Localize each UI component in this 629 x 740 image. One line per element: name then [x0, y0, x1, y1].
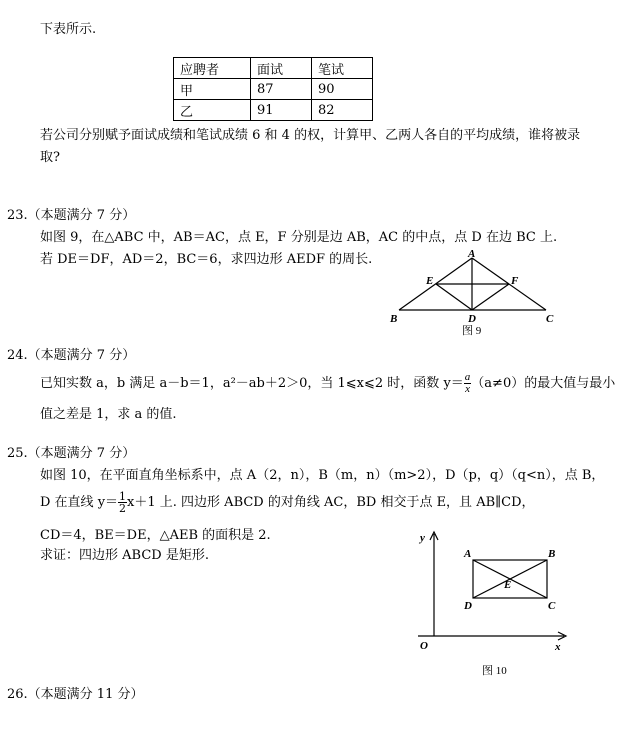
figure-9	[386, 247, 566, 337]
table-header-cell: 笔试	[312, 58, 373, 79]
label-b: B	[548, 548, 556, 560]
label-c: C	[548, 600, 556, 612]
table-cell: 甲	[174, 79, 251, 100]
table-row	[174, 100, 373, 121]
q25-line4: 求证：四边形 ABCD 是矩形.	[40, 548, 209, 563]
segment-fd	[472, 284, 509, 310]
q23-header: 23.（本题满分 7 分）	[7, 208, 136, 223]
q25-line2-a: D 在直线 y＝	[40, 495, 119, 510]
q25-line2-b: x＋1 上. 四边形 ABCD 的对角线 AC，BD 相交于点 E，且 AB∥CD，	[127, 495, 535, 510]
label-c: C	[546, 313, 554, 325]
q24-frac-num: a	[464, 371, 471, 383]
q24-line1	[40, 372, 615, 395]
label-a: A	[468, 248, 476, 260]
table-row	[174, 79, 373, 100]
table-cell: 乙	[174, 100, 251, 121]
table-cell: 82	[312, 100, 373, 121]
table-header-row	[174, 58, 373, 79]
table-cell: 87	[251, 79, 312, 100]
figure-10-caption: 图 10	[482, 665, 507, 677]
q22-text-line1: 若公司分别赋予面试成绩和笔试成绩 6 和 4 的权，计算甲、乙两人各自的平均成绩，谁将被录	[40, 128, 581, 143]
q25-line1: 如图 10，在平面直角坐标系中，点 A（2，n），B（m，n）（m>2），D（p，q）（q<n），点 B，	[40, 468, 605, 483]
table-cell: 91	[251, 100, 312, 121]
label-e: E	[426, 275, 434, 287]
segment-ed	[436, 284, 472, 310]
q23-line1: 如图 9，在△ABC 中，AB＝AC，点 E，F 分别是边 AB，AC 的中点，点 D 在边 BC 上.	[40, 230, 558, 245]
q25-line3: CD＝4，BE＝DE，△AEB 的面积是 2.	[40, 528, 271, 543]
q26-header: 26.（本题满分 11 分）	[7, 687, 144, 702]
q25-header: 25.（本题满分 7 分）	[7, 446, 136, 461]
intro-line: 下表所示.	[40, 22, 97, 37]
q24-header: 24.（本题满分 7 分）	[7, 348, 136, 363]
q25-fraction	[118, 491, 127, 514]
score-table	[173, 57, 373, 121]
q25-line2	[40, 491, 535, 514]
label-e: E	[504, 579, 512, 591]
q25-frac-den: 2	[119, 502, 127, 515]
q24-line1-b: （a≠0）的最大值与最小	[471, 376, 616, 391]
q24-line2: 值之差是 1，求 a 的值.	[40, 407, 177, 422]
label-a: A	[464, 548, 472, 560]
table-cell: 90	[312, 79, 373, 100]
q24-frac-den: x	[465, 383, 470, 395]
q24-line1-a: 已知实数 a，b 满足 a－b＝1，a²－ab＋2＞0，当 1⩽x⩽2 时，函数 y＝	[40, 376, 464, 391]
table-header-cell: 面试	[251, 58, 312, 79]
label-f: F	[511, 275, 519, 287]
label-y: y	[420, 532, 425, 544]
label-b: B	[390, 313, 398, 325]
label-o: O	[420, 640, 428, 652]
figure-10	[412, 528, 577, 680]
q25-frac-num: 1	[119, 490, 127, 503]
figure-9-caption: 图 9	[462, 325, 482, 337]
table-header-cell: 应聘者	[174, 58, 251, 79]
q23-line2: 若 DE＝DF，AD＝2，BC＝6，求四边形 AEDF 的周长.	[40, 252, 373, 267]
label-d: D	[468, 313, 476, 325]
label-d: D	[464, 600, 472, 612]
label-x: x	[555, 641, 561, 653]
q22-text-line2: 取?	[40, 150, 60, 165]
